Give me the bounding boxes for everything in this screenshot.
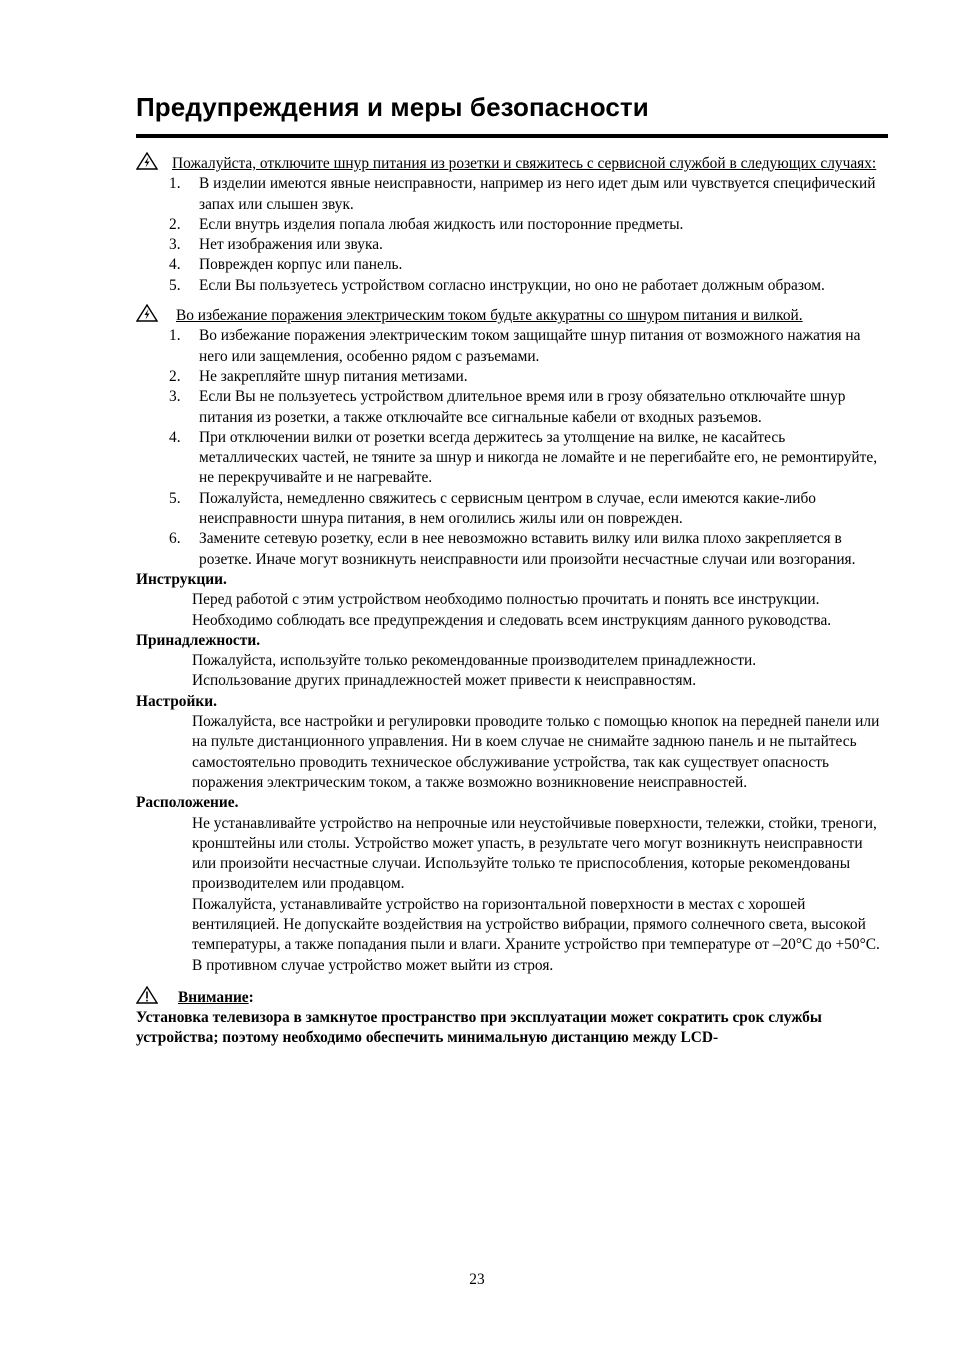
list-item: 5. Если Вы пользуетесь устройством согласно инструкции, но оно не работает должным образом. — [169, 276, 825, 294]
list-item: 6. Замените сетевую розетку, если в нее невозможно вставить вилку или вилка плохо закрепляется в розетке. Иначе могут возникнуть неисправности или произойти несчастные случаи или возгорания. — [169, 530, 856, 568]
section-heading-instructions: Инструкции. — [136, 570, 227, 588]
electric-shock-warning-icon — [136, 304, 158, 322]
attention-heading — [136, 986, 888, 1008]
paragraph: Использование других принадлежностей может привести к неисправностям. — [192, 672, 697, 690]
paragraph: Пожалуйста, все настройки и регулировки проводите только с помощью кнопок на передней панели или на пульте дистанционного управления. Ни в коем случае не снимайте заднюю панель и не пытайтесь самостоятельно проводить техническое обслуживание устройства, так как существует опасность поражения электрическим током, а также возможно возникновение неисправностей. — [192, 713, 880, 791]
warning1-list — [136, 174, 888, 296]
list-item: 1. Во избежание поражения электрическим током защищайте шнур питания от возможного нажатия на него или защемления, особенно рядом с разъемами. — [169, 327, 861, 365]
page-number: 23 — [469, 1271, 485, 1288]
page-content — [136, 152, 888, 1049]
section-heading-settings: Настройки. — [136, 692, 217, 710]
warning-heading-power-cord — [136, 304, 888, 326]
electric-shock-warning-icon — [136, 152, 158, 170]
list-item: 3. Нет изображения или звука. — [169, 236, 383, 254]
section-heading-placement: Расположение. — [136, 794, 239, 812]
warning2-list — [136, 326, 888, 570]
warning-heading-text: Пожалуйста, отключите шнур питания из розетки и свяжитесь с сервисной службой в следующих случаях: — [172, 155, 877, 172]
warning-heading-text: Во избежание поражения электрическим током будьте аккуратны со шнуром питания и вилкой. — [176, 307, 803, 325]
title-rule — [136, 134, 888, 138]
list-item: 4. Поврежден корпус или панель. — [169, 256, 403, 274]
paragraph: Не устанавливайте устройство на непрочные или неустойчивые поверхности, тележки, стойки, треноги, кронштейны или столы. Устройство может упасть, в результате чего могут возникнуть неисправности или произойти несчастные случаи. Используйте только те приспособления, которые рекомендованы производителем или продавцом. — [192, 814, 877, 893]
list-item: 3. Если Вы не пользуетесь устройством длительное время или в грозу обязательно отключайте шнур питания из розетки, а также отключайте все сигнальные кабели от входных разъемов. — [169, 388, 846, 426]
page-title: Предупреждения и меры безопасности — [136, 92, 649, 122]
caution-triangle-icon — [136, 986, 158, 1004]
list-item: 5. Пожалуйста, немедленно свяжитесь с сервисным центром в случае, если имеются какие-либо неисправности шнура питания, в нем оголились жилы или он поврежден. — [169, 489, 817, 528]
list-item: 2. Если внутрь изделия попала любая жидкость или посторонние предметы. — [169, 215, 684, 233]
list-item: 2. Не закрепляйте шнур питания метизами. — [169, 367, 468, 385]
warning-heading-power-disconnect — [136, 152, 888, 174]
attention-colon: : — [248, 988, 254, 1006]
paragraph: Пожалуйста, устанавливайте устройство на горизонтальной поверхности в местах с хорошей вентиляцией. Не допускайте воздействия на устройство вибрации, прямого солнечного света, высокой температуры, а также попадания пыли и влаги. Храните устройство при температуре от –20°C до +50°C. В противном случае устройство может выйти из строя. — [192, 895, 880, 974]
attention-text: Установка телевизора в замкнутое пространство при эксплуатации может сократить срок службы устройства; поэтому необходимо обеспечить минимальную дистанцию между LCD- — [136, 1009, 822, 1047]
attention-label: Внимание — [178, 988, 249, 1006]
section-heading-accessories: Принадлежности. — [136, 631, 261, 649]
paragraph: Необходимо соблюдать все предупреждения и следовать всем инструкциям данного руководства. — [192, 611, 832, 629]
list-item: 1. В изделии имеются явные неисправности, например из него идет дым или чувствуется специфический запах или слышен звук. — [169, 175, 876, 213]
paragraph: Пожалуйста, используйте только рекомендованные производителем принадлежности. — [192, 652, 757, 670]
paragraph: Перед работой с этим устройством необходимо полностью прочитать и понять все инструкции. — [192, 591, 820, 609]
list-item: 4. При отключении вилки от розетки всегда держитесь за утолщение на вилке, не касайтесь металлических частей, не тяните за шнур и никогда не ломайте и не перегибайте его, не ремонтируйте, не перекручивайте и не нагревайте. — [169, 428, 878, 487]
